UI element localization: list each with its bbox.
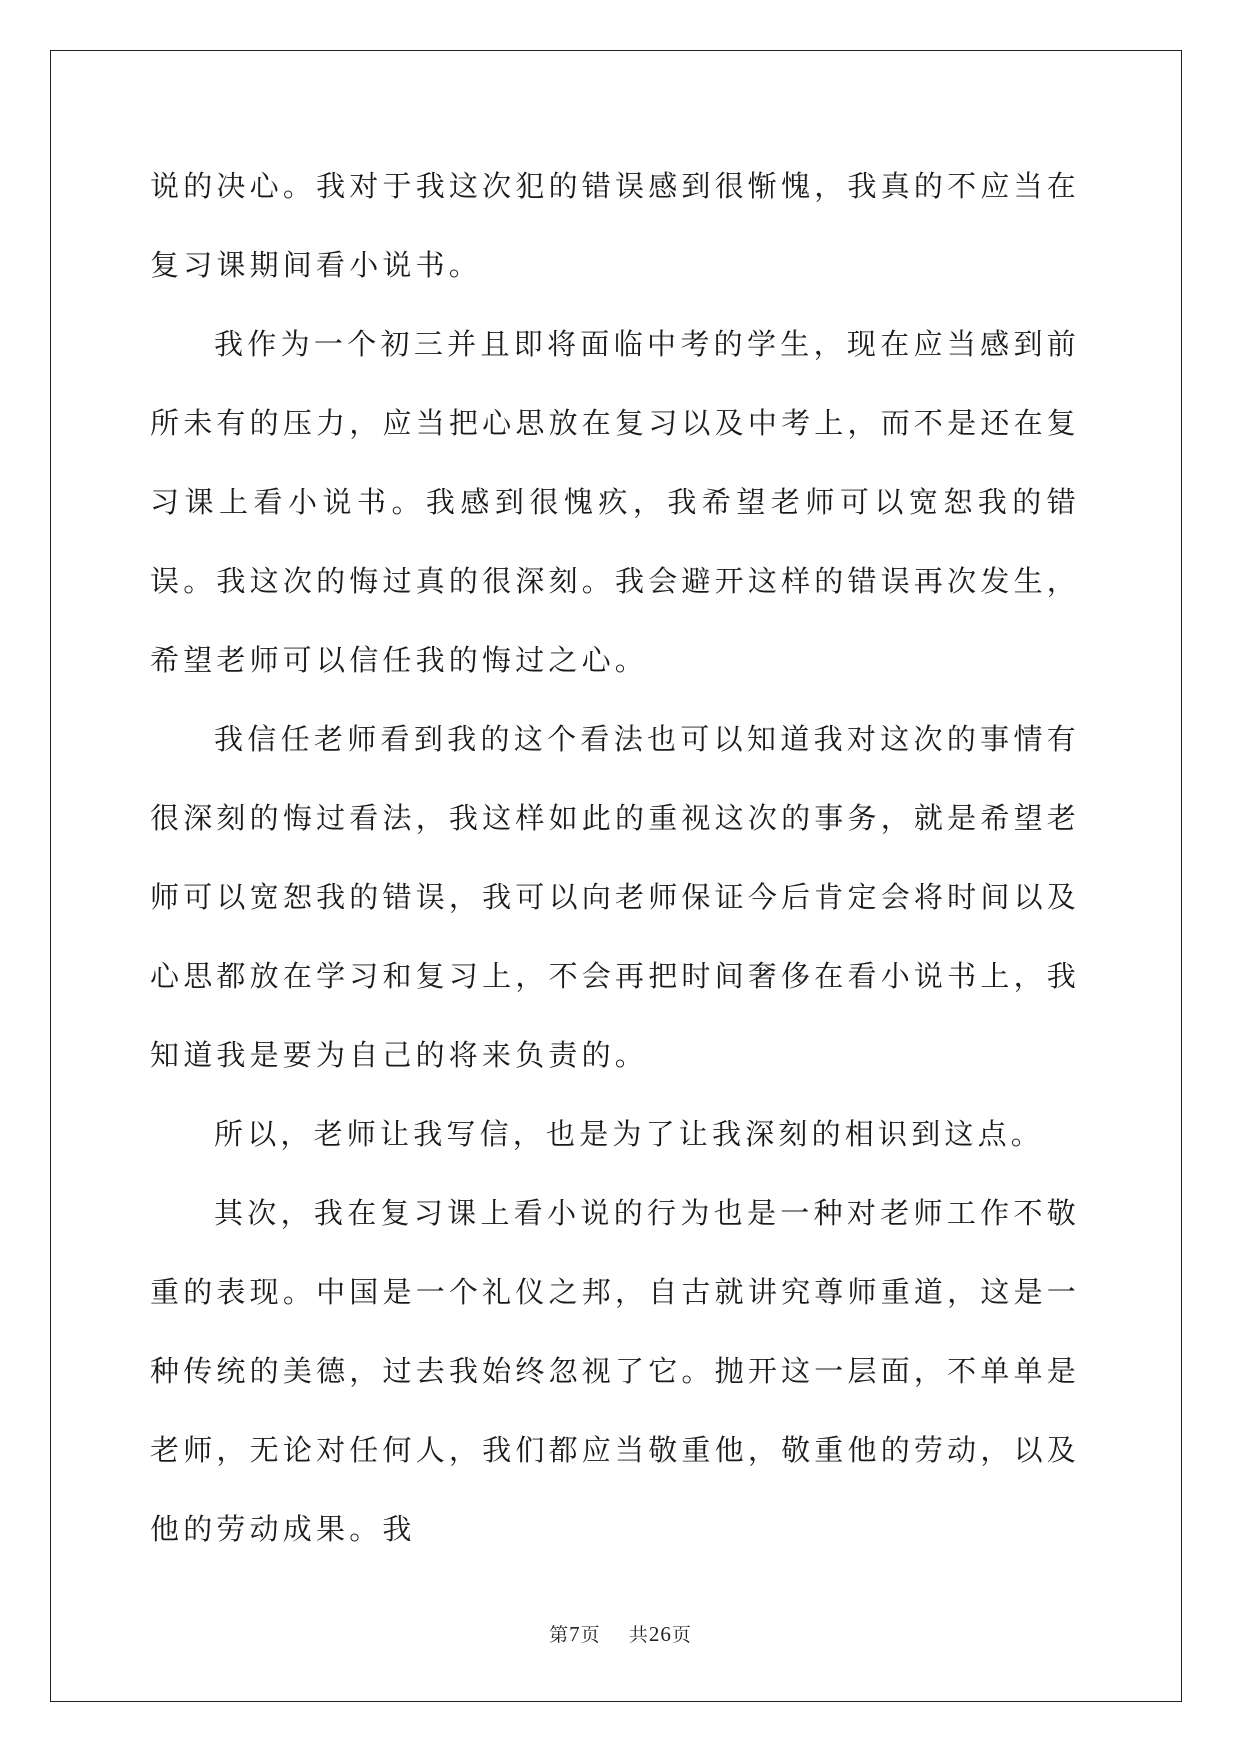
paragraph-1: 说的决心。我对于我这次犯的错误感到很惭愧，我真的不应当在复习课期间看小说书。 [150, 169, 1080, 282]
page-number: 7 [569, 1622, 581, 1646]
paragraph-5: 其次，我在复习课上看小说的行为也是一种对老师工作不敬重的表现。中国是一个礼仪之邦，自古就讲究尊师重道，这是一种传统的美德，过去我始终忽视了它。抛开这一层面，不单单是老师，无论对任何人，我们都应当敬重他，敬重他的劳动，以及他的劳动成果。我 [150, 1196, 1080, 1546]
page-prefix: 第 [549, 1624, 570, 1646]
page-suffix: 页 [580, 1624, 601, 1646]
total-suffix: 页 [671, 1624, 692, 1646]
document-body [150, 147, 1080, 1569]
paragraph-2: 我作为一个初三并且即将面临中考的学生，现在应当感到前所未有的压力，应当把心思放在复习以及中考上，而不是还在复习课上看小说书。我感到很愧疚，我希望老师可以宽恕我的错误。我这次的悔过真的很深刻。我会避开这样的错误再次发生，希望老师可以信任我的悔过之心。 [150, 327, 1080, 677]
paragraph-4: 所以，老师让我写信，也是为了让我深刻的相识到这点。 [214, 1117, 1045, 1151]
paragraph-3: 我信任老师看到我的这个看法也可以知道我对这次的事情有很深刻的悔过看法，我这样如此的重视这次的事务，就是希望老师可以宽恕我的错误，我可以向老师保证今后肯定会将时间以及心思都放在学习和复习上，不会再把时间奢侈在看小说书上，我知道我是要为自己的将来负责的。 [150, 722, 1080, 1072]
page-footer [0, 1620, 1241, 1647]
total-pages: 26 [648, 1622, 672, 1646]
total-prefix: 共 [628, 1624, 649, 1646]
